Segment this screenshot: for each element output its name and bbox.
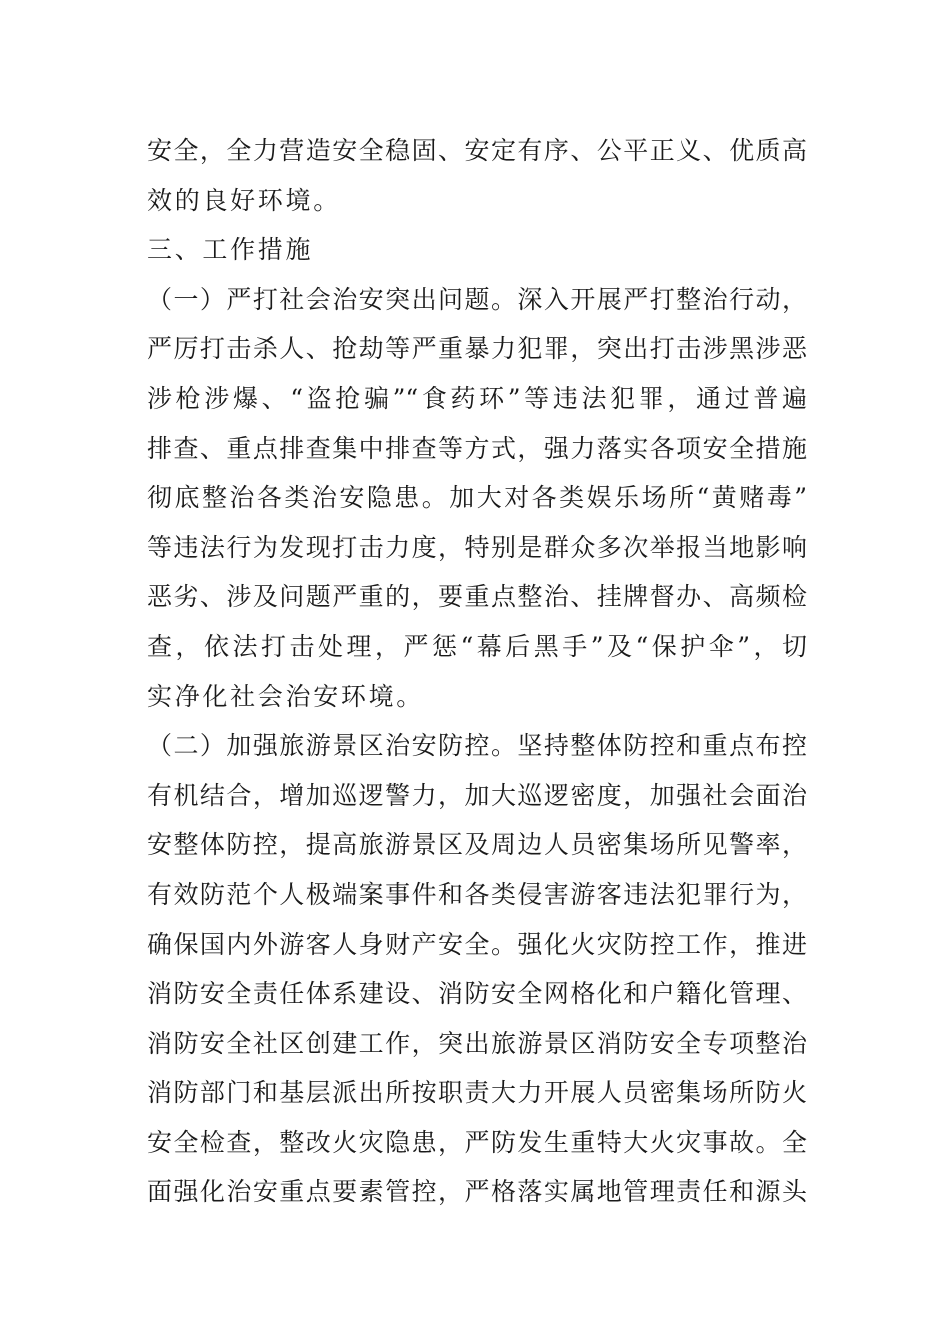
text-line: 实净化社会治安环境。 <box>147 681 425 711</box>
text-line: 安全检查，整改火灾隐患，严防发生重特大火灾事故。全 <box>147 1127 807 1157</box>
text-line: 消防安全社区创建工作，突出旅游景区消防安全专项整治 <box>147 1028 807 1058</box>
text-line: 面强化治安重点要素管控，严格落实属地管理责任和源头 <box>147 1177 807 1207</box>
section-heading: 三、工作措施 <box>147 235 314 265</box>
text-line: 等违法行为发现打击力度，特别是群众多次举报当地影响 <box>147 532 807 562</box>
text-line: （一）严打社会治安突出问题。深入开展严打整治行动， <box>147 284 807 314</box>
text-line: 有效防范个人极端案事件和各类侵害游客违法犯罪行为， <box>147 879 807 909</box>
text-line: 彻底整治各类治安隐患。加大对各类娱乐场所“黄赌毒” <box>147 483 807 513</box>
text-line: 效的良好环境。 <box>147 185 341 215</box>
text-line: 查，依法打击处理，严惩“幕后黑手”及“保护伞”，切 <box>147 631 807 661</box>
text-line: 恶劣、涉及问题严重的，要重点整治、挂牌督办、高频检 <box>147 582 807 612</box>
text-line: 消防部门和基层派出所按职责大力开展人员密集场所防火 <box>147 1078 807 1108</box>
text-line: 安整体防控，提高旅游景区及周边人员密集场所见警率， <box>147 830 807 860</box>
text-line: （二）加强旅游景区治安防控。坚持整体防控和重点布控 <box>147 731 807 761</box>
text-line: 安全，全力营造安全稳固、安定有序、公平正义、优质高 <box>147 136 807 165</box>
text-line: 有机结合，增加巡逻警力，加大巡逻密度，加强社会面治 <box>147 780 807 810</box>
text-line: 确保国内外游客人身财产安全。强化火灾防控工作，推进 <box>147 929 807 959</box>
text-line: 消防安全责任体系建设、消防安全网格化和户籍化管理、 <box>147 979 807 1009</box>
text-line: 涉枪涉爆、“盗抢骗”“食药环”等违法犯罪，通过普遍 <box>147 383 807 413</box>
text-line: 严厉打击杀人、抢劫等严重暴力犯罪，突出打击涉黑涉恶 <box>147 334 807 364</box>
body-text <box>147 126 807 1217</box>
text-line: 排查、重点排查集中排查等方式，强力落实各项安全措施 <box>147 433 807 463</box>
